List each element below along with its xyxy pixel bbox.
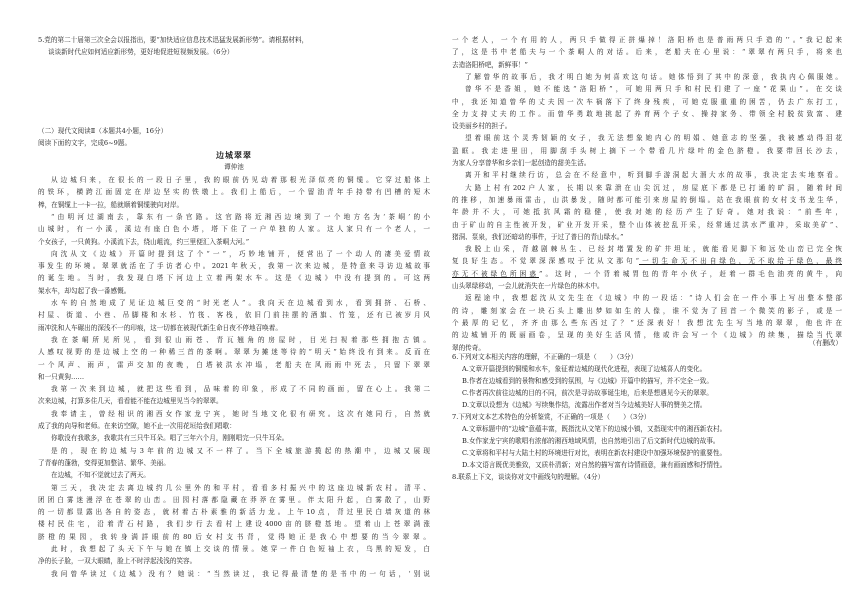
article-line: 和一只黄狗……	[38, 372, 85, 381]
article-line: 雨冲洗和人车碾出的深浅不一的印痕，这一切都在被现代新生命日夜不停地召唤着。	[38, 323, 282, 332]
article-line: 棒，在铜缆上一卡一拉，船就顺着铜缆驶向对岸。	[38, 200, 184, 209]
article-line: 一个老人，一个有用的人，两只手做得正拼爆掉！洛阳桥也是普雨两只手造的’’。”我记起来	[452, 36, 842, 44]
article-line: 脐橙的果园，我转身满詳眼前的80后女村支书背，觉得她正是我心中想要的当今翠翠。	[38, 532, 430, 541]
question-7-option-a: A.文章标题中的“边城”意蕴丰富，既指沈从文笔下的边城小镇，又指现实中的湘西新农村。	[462, 425, 727, 433]
question-5-line-2: 谈谈新时代应如何适应新形势，更好地促进短视频发展。（6分）	[48, 48, 234, 56]
article-line: 向沈从文《边城》开篇时提到这了个“一”，巧妙地铺开，便营出了一个动人的凄美爱情故	[51, 249, 430, 258]
article-line: 在边城，不知不觉就过去了两天。	[51, 471, 150, 480]
article-line: 楼村民住宅，沿着青石村路，我们步行去看村上建设4000亩的脐橙基地。望着山上苍翠满涨	[38, 520, 430, 529]
article-line: 全力支持丈夫的工作。而曾华勇敢地挑起了养育两个子女、操持家务、带领全村脱贫致富、建	[452, 109, 842, 118]
article-line: 返程途中，我想起沈从文先生在《边城》中的一段话：“诗人们会在一件小事上写出整本整部	[465, 294, 842, 303]
article-line: 团团白雾迷漫浮在苍翠的山峦。田园村落都隐藏在莽莽在雾里。伴太阳升起，白雾散了，山野	[38, 495, 430, 504]
article-line: 中，我还知道曾华的丈夫因一次车祸落下了终身残疾，可她克服重重的困苦，仍去广东打工，	[452, 97, 842, 106]
question-6-option-c: C.作者再次前往边城的目的不同，前次是寻访故事诞生地，后来是想遇见今天的翠翠。	[462, 389, 713, 397]
article-line: 曾华不是香姐，她不能选“洛阳桥”，可她用两只手和村民们建了一座“花果山”。在交谈	[465, 85, 842, 94]
article-line: 设美丽乡村的担子。	[452, 122, 512, 131]
article-line: 的一切都显露出各自的姿态，就材着古朴素雅的新活力龙。上午10点，背过里民白墙灰道的林	[38, 508, 430, 517]
article-line: 净的长子脸，一双大眼睛，脸上不时浮起浅浅的笑容。	[38, 557, 197, 566]
reading-instruction: 阅读下面的文字，完成6~9题。	[38, 139, 132, 147]
question-6: 6.下列对文本相关内容的理解，不正确的一项是（ ）（3分）	[452, 353, 638, 361]
article-title: 边城翠翠	[216, 150, 252, 160]
article-line: 了青春的蓬勃，变得更加整洁、繁华、美丽。	[38, 458, 170, 467]
article-line: 村屋、街道、小巷、吊脚楼和水杉、竹筏、客栈，依旧门前挂摆的酒旗、竹笼，还有已被岁月风	[38, 311, 430, 320]
article-line: 个女孩子，一只黄狗。小溪流下去，绕山岨流，约三里便汇入茶峒大河。”	[38, 237, 250, 246]
article-author: 谭仲池	[224, 163, 244, 171]
article-line: 盈眶。我走进里田，用脚刮手头树上摘下一个带看几片绿叶的金色脐橙。我要带回长沙去，	[452, 146, 842, 155]
article-line: 是的，现在的边城与3年前的边城又不一样了。当下全城旅游揽起的热潮中，边城又展现	[51, 446, 430, 455]
article-line: 次来边城，打算多住几天，看看能不能在边城里见当今的翠翠。	[38, 397, 223, 406]
question-7-option-d: D.本文语言既优美雅致，又质朴清新；对自然的描写富有诗情画意，兼有画面感和抒情性。	[462, 461, 727, 469]
article-line: 翠的传奇。	[452, 343, 485, 352]
article-line: 了解曾华的故事后，我才明白她为何喜欢这句话。她体悟到了其中的深意，我执内心佩服她。	[465, 72, 842, 81]
article-line: 望着眼前这个灵秀韧颖的女子，我无法想象她内心的明娟、她意志的坚强，我被感动得泪花	[465, 134, 842, 143]
article-line: 的诗，雕刻家会在一块石头上雕出梦如如生的人像，谁不觉为了回首一个微笑的影子，或是一	[452, 306, 842, 315]
abridged-note: （有删改）	[809, 339, 842, 347]
article-line: 年龄并不大，可她抵抗风霜的稳健，使我对她的经历产生了好奇。她对我说：“前些年，	[452, 208, 842, 217]
section-heading: （二）现代文阅读Ⅱ（本题共4小题，16分）	[38, 127, 168, 135]
article-line: 山城时，有一小溪，溪边有座白色小塔，塔下住了一户单独的人家。这人家只有一个老人，一	[38, 225, 430, 234]
question-6-option-d: D.文章以设想为《边城》写续集作结，流露出作者对当今边城美好人事的赞美之情。	[462, 401, 707, 409]
article-line: 我奉请主，曾经相识的湘西女作家龙宁宾，她时当地文化很有研究。这次有她同行，自然就	[51, 409, 430, 418]
article-line: 个最厚的记忆，齐齐由那么些东西过了？”还深表好！我想沈先生写当地的翠翠，他也许在	[452, 318, 842, 327]
question-7-option-b: B.女作家龙宁宾的歌唱有浓郁的湘西地域风情，也自然地引出了后文新时代边城的故事。	[462, 437, 720, 445]
article-line: 事发生的环境。翠翠就活在了手访者心中。2021年秋天，我第一次来边城，是特意来寻访边城故事	[38, 262, 430, 271]
article-line: 你歌没有我歌多，我歌共有三只牛耳朵。唱了三年六个月，刚刚唱完一只牛耳朵。	[51, 434, 289, 443]
article-line: 我问曾华读过《边城》没有？她说：“当然读过，我记得最清楚的是书中的一句话，‘别说	[51, 569, 430, 578]
article-line: 的边城铺开的既丽画卷，呈现的美好生活风情，他或许会写一个《边城》的续集，描绘当代翠	[452, 331, 842, 340]
article-line: 我脱上山采，背越剧棘丛生、已经封堵置发的矿井坦址，就能看见脚下和远处山峦已完全恢	[465, 245, 842, 254]
article-line: 亦无不被绿色所困惑”。这时，一个背着城胃包的青年小伙子，赶着一群毛色油亮的黄牛，向	[452, 269, 842, 278]
article-line: 大路上村有202户人家，长期以来靠溃在山尖沉过，房屋底下都是已打通的旷洞，随着时间	[465, 183, 842, 192]
article-line: 去造洛阳桥吧，新鲜事！”	[452, 60, 528, 69]
article-line: 我在茶峒所见所见，看到很山雨苍、青瓦翘角的房屋时，目光扫视着那些拥抱古镇。	[51, 335, 430, 344]
article-line: 架水车，却勾起了我一番感慨。	[38, 286, 131, 295]
article-line: 水车的自然地成了见证边城巨变的“时光老人”。我向天在边城看到水，看到拥挤、石桥、	[51, 299, 430, 307]
article-line: 第三天，我决定去离边城约几公里外的和平村，看看多村振兴中的这座边城新农村。清平、	[51, 483, 430, 492]
article-line: 的推移，加速暴雨雷击，山洪暴发，随时都可能引来房屋的倒塌。站在我眼前的女村支书龙生华，	[452, 195, 842, 204]
article-line: 了，这是书中老船夫与一个茶峒人的对话。后来，老船夫在心里说：“翠翠有两只手，将来也	[452, 48, 842, 57]
question-8: 8.联系上下文，谈谈你对文中画线句的理解。（4分）	[452, 473, 605, 481]
question-5-line-1: 5.党的第二十届第三次全会以报指出，要“加快适应信息技术迅猛发展新形势”。请根据材料，	[38, 36, 309, 44]
article-line: 成了我的向导和老师。在来访空隙，她不止一次用花垣给我们唱歌：	[38, 422, 236, 430]
article-line: 山头翠绿移动，一会儿就消失在一片绿色的林木中。	[452, 282, 604, 290]
article-line: 此时，我想起了头天下午与她在镇上交谈的情景。她穿一件白色短袖上衣，乌黑的短发，白	[51, 545, 430, 553]
question-6-option-b: B.作者在边城看到的景物和感受到的氛围，与《边城》开篇中的描写，并不完全一致。	[462, 377, 713, 385]
article-line: 猪洞、泵泉，我们还暗动的事件，于过了普日的青山绿水。”	[452, 232, 624, 241]
article-line: 离开和平村继续行访，总会在不经意中，听到脚手游洞起大溜大水的故事，我决定去实地察看。	[465, 171, 842, 180]
article-line: 的诞生地。当时，我发现白塔下河边上立着两架水车。这是《边城》中没有提到的。可这两	[38, 274, 430, 283]
question-6-option-a: A.文章开篇提到的铜缆和水车，象征着边城的现代化进程，表现了边城喜人的变化。	[462, 365, 707, 373]
article-line: 从边城归来，在很长的一段日子里，我的眼前仍见动着那根光泽似亮的铜缆。它穿过船体上	[51, 176, 430, 184]
article-line: “由明河过湖南去，靠东有一条官路。这官路将近湘西边境到了一个地方名为‘茶峒’的小	[51, 212, 430, 221]
question-7-option-c: C.文章将和平村与大陆土村的环境进行对比，表明在新农村建设中加强环境保护的重要性。	[462, 449, 727, 457]
article-line: 由于矿山的自主性被开发，矿业开发开采，整个山体被挖乱开采，经常通过洪水严重冲，采取美矿”、	[452, 220, 842, 229]
article-line: 复良好生态。不觉翠深深感叹于沈从文那句“一切生命无不出自绿色，无不取给于绿色，最终	[452, 257, 842, 266]
article-line: 人感叹视野的是边城上空的一种稀三首的茶啊。翠翠为摊迷等待的“明天”始终没有到来。反而在	[38, 348, 430, 357]
article-line: 一个风声、雨声，雷声交加的夜晚，白塔被洪水冲塌，老船夫在风雨雨中死去，只留下翠翠	[38, 360, 430, 369]
article-line: 的铁环，横跨江面固定在岸边坚实的铁墩上。我们上船后，一个留油青年手持带有凹槽的短木	[38, 188, 430, 197]
question-7: 7.下列对文本艺术特色的分析鉴赏，不正确的一项是（ ）（3分）	[452, 413, 651, 421]
article-line: 为家人分享曾华和乡亲们一起创造的甜美生活。	[452, 159, 591, 167]
article-line: 我第一次来到边城，就把这些看到，品味着的印象，形成了不同的画面，留在心上。我第二	[51, 385, 430, 394]
